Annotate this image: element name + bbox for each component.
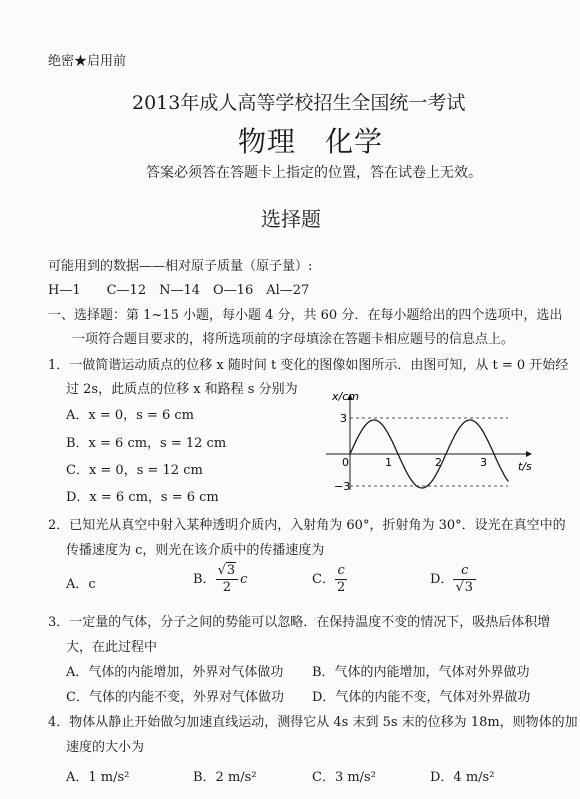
q1-stem-line-1: 1．一做简谐运动质点的位移 x 随时间 t 变化的图像如图所示．由图可知，从 t = 0 开始经 bbox=[48, 358, 569, 373]
q2-option-d-label: D． bbox=[430, 572, 454, 587]
q2-option-c-label: C． bbox=[312, 572, 335, 587]
q3-stem-line-2: 大，在此过程中 bbox=[66, 640, 158, 655]
graph-tick-minus-3: −3 bbox=[334, 480, 351, 493]
q2-option-b-label: B． bbox=[193, 572, 216, 587]
q2-option-c-denominator: 2 bbox=[336, 580, 346, 595]
q1-option-d[interactable]: D．x = 6 cm，s = 6 cm bbox=[66, 490, 219, 505]
q4-stem-line-2: 速度的大小为 bbox=[66, 740, 145, 755]
q2-stem-line-1: 2．已知光从真空中射入某种透明介质内，入射角为 60°，折射角为 30°．设光在真空中的 bbox=[48, 518, 566, 533]
q4-option-a[interactable]: A．1 m/s² bbox=[66, 770, 130, 785]
graph-x-label: t/s bbox=[518, 460, 532, 473]
q2-option-b[interactable]: B． $\frac{√3}{2}$ c bbox=[193, 563, 248, 595]
q1-option-a[interactable]: A．x = 0，s = 6 cm bbox=[66, 408, 194, 423]
q3-option-d[interactable]: D．气体的内能不变，气体对外界做功 bbox=[312, 690, 531, 705]
q3-option-b[interactable]: B．气体的内能增加，气体对外界做功 bbox=[312, 665, 530, 680]
subject-title: 物理 化学 bbox=[238, 125, 384, 158]
q1-stem-line-2: 过 2s，此质点的位移 x 和路程 s 分别为 bbox=[66, 382, 298, 397]
q2-option-b-denominator: 2 bbox=[222, 580, 231, 595]
q2-option-b-radicand: 3 bbox=[226, 563, 236, 578]
q2-option-a[interactable] bbox=[66, 573, 96, 592]
q4-stem-line-1: 4．物体从静止开始做匀加速直线运动，测得它从 4s 末到 5s 末的位移为 18m，则物体的加 bbox=[48, 715, 578, 730]
instructions-line-2: 一项符合题目要求的，将所选项前的字母填涂在答题卡相应题号的信息点上。 bbox=[72, 332, 515, 347]
q3-option-c[interactable]: C．气体的内能不变，外界对气体做功 bbox=[66, 690, 284, 705]
graph-tick-3: 3 bbox=[480, 456, 487, 469]
section-title: 选择题 bbox=[261, 207, 321, 231]
graph-tick-2: 2 bbox=[435, 456, 442, 469]
graph-tick-1: 1 bbox=[385, 456, 392, 469]
q1-option-b[interactable]: B．x = 6 cm，s = 12 cm bbox=[66, 436, 227, 451]
q2-stem-line-2: 传播速度为 c，则光在该介质中的传播速度为 bbox=[66, 543, 325, 558]
q2-option-c-numerator: c bbox=[335, 563, 347, 580]
q2-option-a-text: A．c bbox=[66, 577, 96, 592]
graph-tick-plus-3: 3 bbox=[340, 412, 347, 425]
q2-option-c[interactable] bbox=[312, 563, 347, 596]
instructions-line-1: 一、选择题：第 1~15 小题，每小题 4 分，共 60 分．在每小题给出的四个选项中，选出 bbox=[48, 308, 563, 323]
q2-option-d-radicand: 3 bbox=[464, 580, 474, 595]
graph-time-axis-arrow bbox=[526, 451, 532, 457]
notice: 答案必须答在答题卡上指定的位置，答在试卷上无效。 bbox=[146, 165, 482, 181]
q4-option-d[interactable]: D．4 m/s² bbox=[430, 770, 495, 785]
atomic-mass-values: H—1 C—12 N—14 O—16 Al—27 bbox=[48, 283, 310, 298]
graph-tick-origin: 0 bbox=[342, 456, 349, 469]
q1-displacement-graph bbox=[318, 386, 538, 496]
q1-option-c[interactable]: C．x = 0，s = 12 cm bbox=[66, 463, 203, 478]
atomic-mass-intro: 可能用到的数据——相对原子质量（原子量）: bbox=[48, 259, 313, 274]
secret-mark: 绝密★启用前 bbox=[48, 54, 127, 69]
q4-option-c[interactable]: C．3 m/s² bbox=[312, 770, 376, 785]
q3-option-a[interactable]: A．气体的内能增加，外界对气体做功 bbox=[66, 665, 284, 680]
q2-option-d-numerator: c bbox=[453, 563, 476, 580]
graph-y-label: x/cm bbox=[332, 390, 359, 403]
q2-option-d[interactable]: D． $\frac{c}{√3}$ bbox=[430, 563, 476, 596]
q3-stem-line-1: 3．一定量的气体，分子之间的势能可以忽略．在保持温度不变的情况下，吸热后体积增 bbox=[48, 615, 551, 630]
q2-option-b-variable: c bbox=[240, 572, 248, 587]
q4-option-b[interactable]: B．2 m/s² bbox=[193, 770, 257, 785]
exam-title: 2013年成人高等学校招生全国统一考试 bbox=[132, 92, 466, 114]
